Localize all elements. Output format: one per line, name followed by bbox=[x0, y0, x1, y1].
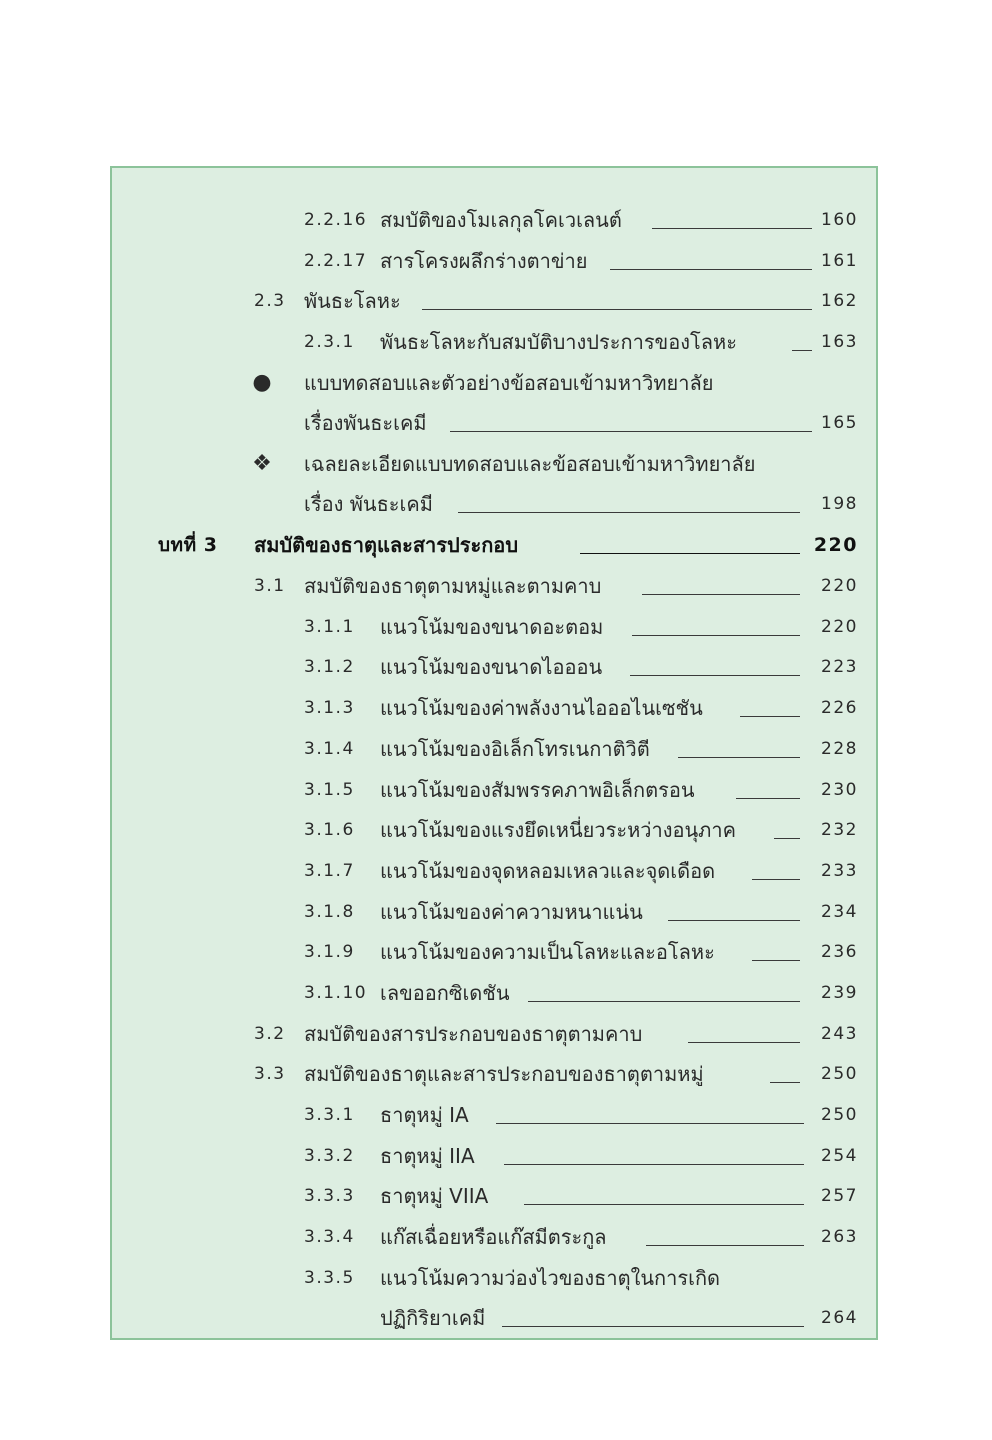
toc-entry-exercises[interactable] bbox=[112, 365, 876, 401]
bullet-circle-icon: ● bbox=[252, 370, 272, 395]
entry-page: 223 bbox=[821, 657, 858, 677]
toc-entry-3-3-1[interactable] bbox=[112, 1097, 876, 1133]
entry-title: แนวโน้มของสัมพรรคภาพอิเล็กตรอน bbox=[380, 778, 695, 802]
entry-title: ธาตุหมู่ IIA bbox=[380, 1144, 475, 1168]
toc-entry-3-3-5[interactable] bbox=[112, 1260, 876, 1296]
entry-number: 2.2.16 bbox=[304, 210, 368, 230]
entry-title: แนวโน้มของจุดหลอมเหลวและจุดเดือด bbox=[380, 859, 716, 883]
toc-chapter-3[interactable] bbox=[112, 527, 876, 563]
toc-entry-3-1-7[interactable] bbox=[112, 853, 876, 889]
dot-leader bbox=[678, 757, 800, 758]
entry-page: 165 bbox=[821, 413, 858, 433]
entry-page: 264 bbox=[821, 1308, 858, 1328]
dot-leader bbox=[528, 1001, 800, 1002]
dot-leader bbox=[774, 838, 800, 839]
toc-entry-3-1-10[interactable] bbox=[112, 975, 876, 1011]
entry-title: พันธะโลหะ bbox=[304, 289, 401, 313]
toc-entry-3-1-2[interactable] bbox=[112, 649, 876, 685]
toc-entry-3-3[interactable] bbox=[112, 1056, 876, 1092]
dot-leader bbox=[740, 716, 800, 717]
dot-leader bbox=[736, 798, 800, 799]
entry-title: แนวโน้มของค่าพลังงานไอออไนเซชัน bbox=[380, 696, 703, 720]
entry-title: ธาตุหมู่ VIIA bbox=[380, 1184, 489, 1208]
dot-leader bbox=[630, 675, 800, 676]
entry-title: เรื่อง พันธะเคมี bbox=[304, 492, 433, 516]
chapter-number: บทที่ 3 bbox=[158, 534, 218, 556]
entry-title: พันธะโลหะกับสมบัติบางประการของโลหะ bbox=[380, 330, 737, 354]
entry-page: 243 bbox=[821, 1024, 858, 1044]
toc-entry-2-2-16[interactable] bbox=[112, 202, 876, 238]
toc-entry-3-1-6[interactable] bbox=[112, 812, 876, 848]
toc-entry-3-1-1[interactable] bbox=[112, 609, 876, 645]
dot-leader bbox=[770, 1082, 800, 1083]
entry-number: 3.1.4 bbox=[304, 739, 355, 759]
toc-entry-exercises-cont[interactable] bbox=[112, 405, 876, 441]
toc-entry-3-3-2[interactable] bbox=[112, 1138, 876, 1174]
entry-title: เรื่องพันธะเคมี bbox=[304, 411, 427, 435]
entry-number: 3.1.5 bbox=[304, 780, 355, 800]
entry-title: แนวโน้มของแรงยึดเหนี่ยวระหว่างอนุภาค bbox=[380, 818, 736, 842]
dot-leader bbox=[458, 512, 800, 513]
toc-entry-3-1-5[interactable] bbox=[112, 772, 876, 808]
entry-number: 3.1.6 bbox=[304, 820, 355, 840]
toc-entry-2-2-17[interactable] bbox=[112, 243, 876, 279]
entry-page: 250 bbox=[821, 1064, 858, 1084]
dot-leader bbox=[422, 309, 812, 310]
entry-title: แนวโน้มของขนาดไอออน bbox=[380, 655, 603, 679]
dot-leader bbox=[668, 920, 800, 921]
entry-page: 226 bbox=[821, 698, 858, 718]
toc-entry-solutions[interactable] bbox=[112, 446, 876, 482]
dot-leader bbox=[632, 635, 800, 636]
entry-number: 3.1.7 bbox=[304, 861, 355, 881]
entry-page: 228 bbox=[821, 739, 858, 759]
dot-leader bbox=[610, 269, 812, 270]
dot-leader bbox=[752, 879, 800, 880]
entry-number: 3.1.8 bbox=[304, 902, 355, 922]
entry-title: สมบัติของธาตุและสารประกอบของธาตุตามหมู่ bbox=[304, 1062, 704, 1086]
entry-page: 198 bbox=[821, 494, 858, 514]
entry-page: 234 bbox=[821, 902, 858, 922]
toc-entry-2-3-1[interactable] bbox=[112, 324, 876, 360]
entry-page: 220 bbox=[821, 576, 858, 596]
dot-leader bbox=[450, 431, 812, 432]
entry-title: แนวโน้มของค่าความหนาแน่น bbox=[380, 900, 643, 924]
entry-title: สมบัติของโมเลกุลโคเวเลนต์ bbox=[380, 208, 622, 232]
entry-title: สมบัติของธาตุตามหมู่และตามคาบ bbox=[304, 574, 602, 598]
bullet-diamond-icon: ❖ bbox=[252, 451, 272, 476]
toc-entry-3-3-4[interactable] bbox=[112, 1219, 876, 1255]
dot-leader bbox=[652, 228, 812, 229]
entry-page: 257 bbox=[821, 1186, 858, 1206]
dot-leader bbox=[642, 594, 800, 595]
entry-number: 3.1 bbox=[254, 576, 286, 596]
toc-entry-3-3-3[interactable] bbox=[112, 1178, 876, 1214]
entry-title: แบบทดสอบและตัวอย่างข้อสอบเข้ามหาวิทยาลัย bbox=[304, 371, 714, 395]
entry-title: ปฏิกิริยาเคมี bbox=[380, 1306, 486, 1330]
entry-page: 230 bbox=[821, 780, 858, 800]
toc-entry-3-1-8[interactable] bbox=[112, 894, 876, 930]
entry-number: 3.1.3 bbox=[304, 698, 355, 718]
toc-entry-3-1-3[interactable] bbox=[112, 690, 876, 726]
entry-page: 220 bbox=[813, 534, 858, 556]
entry-title: สารโครงผลึกร่างตาข่าย bbox=[380, 249, 588, 273]
entry-number: 3.3 bbox=[254, 1064, 286, 1084]
toc-entry-3-2[interactable] bbox=[112, 1016, 876, 1052]
entry-title: ธาตุหมู่ IA bbox=[380, 1103, 469, 1127]
toc-entry-2-3[interactable] bbox=[112, 283, 876, 319]
table-of-contents bbox=[110, 166, 878, 1340]
toc-entry-3-1-4[interactable] bbox=[112, 731, 876, 767]
entry-number: 3.3.1 bbox=[304, 1105, 355, 1125]
entry-number: 2.3 bbox=[254, 291, 286, 311]
entry-page: 163 bbox=[821, 332, 858, 352]
entry-title: แก๊สเฉื่อยหรือแก๊สมีตระกูล bbox=[380, 1225, 607, 1249]
entry-page: 160 bbox=[821, 210, 858, 230]
entry-page: 236 bbox=[821, 942, 858, 962]
entry-number: 3.1.10 bbox=[304, 983, 368, 1003]
entry-page: 161 bbox=[821, 251, 858, 271]
toc-entry-3-1-9[interactable] bbox=[112, 934, 876, 970]
entry-page: 254 bbox=[821, 1146, 858, 1166]
dot-leader bbox=[524, 1204, 804, 1205]
entry-title: แนวโน้มของอิเล็กโทรเนกาติวิตี bbox=[380, 737, 650, 761]
entry-number: 3.1.2 bbox=[304, 657, 355, 677]
entry-page: 239 bbox=[821, 983, 858, 1003]
entry-number: 3.1.1 bbox=[304, 617, 355, 637]
entry-number: 3.3.3 bbox=[304, 1186, 355, 1206]
dot-leader bbox=[504, 1164, 804, 1165]
entry-page: 220 bbox=[821, 617, 858, 637]
entry-title: แนวโน้มความว่องไวของธาตุในการเกิด bbox=[380, 1266, 721, 1290]
toc-entry-3-3-5-cont[interactable] bbox=[112, 1300, 876, 1336]
entry-page: 263 bbox=[821, 1227, 858, 1247]
entry-number: 3.2 bbox=[254, 1024, 286, 1044]
entry-page: 162 bbox=[821, 291, 858, 311]
toc-entry-solutions-cont[interactable] bbox=[112, 486, 876, 522]
entry-title: เฉลยละเอียดแบบทดสอบและข้อสอบเข้ามหาวิทยาลัย bbox=[304, 452, 756, 476]
entry-page: 232 bbox=[821, 820, 858, 840]
entry-number: 3.3.2 bbox=[304, 1146, 355, 1166]
dot-leader bbox=[502, 1326, 804, 1327]
entry-number: 3.3.4 bbox=[304, 1227, 355, 1247]
entry-number: 3.3.5 bbox=[304, 1268, 355, 1288]
dot-leader bbox=[496, 1123, 804, 1124]
entry-page: 250 bbox=[821, 1105, 858, 1125]
entry-number: 2.2.17 bbox=[304, 251, 368, 271]
dot-leader bbox=[752, 960, 800, 961]
chapter-title: สมบัติของธาตุและสารประกอบ bbox=[254, 533, 519, 557]
dot-leader bbox=[688, 1042, 800, 1043]
entry-page: 233 bbox=[821, 861, 858, 881]
entry-title: แนวโน้มของขนาดอะตอม bbox=[380, 615, 604, 639]
toc-entry-3-1[interactable] bbox=[112, 568, 876, 604]
dot-leader bbox=[580, 553, 800, 554]
entry-title: แนวโน้มของความเป็นโลหะและอโลหะ bbox=[380, 940, 715, 964]
entry-title: เลขออกซิเดชัน bbox=[380, 981, 510, 1005]
entry-number: 2.3.1 bbox=[304, 332, 355, 352]
entry-number: 3.1.9 bbox=[304, 942, 355, 962]
entry-title: สมบัติของสารประกอบของธาตุตามคาบ bbox=[304, 1022, 643, 1046]
dot-leader bbox=[646, 1245, 804, 1246]
